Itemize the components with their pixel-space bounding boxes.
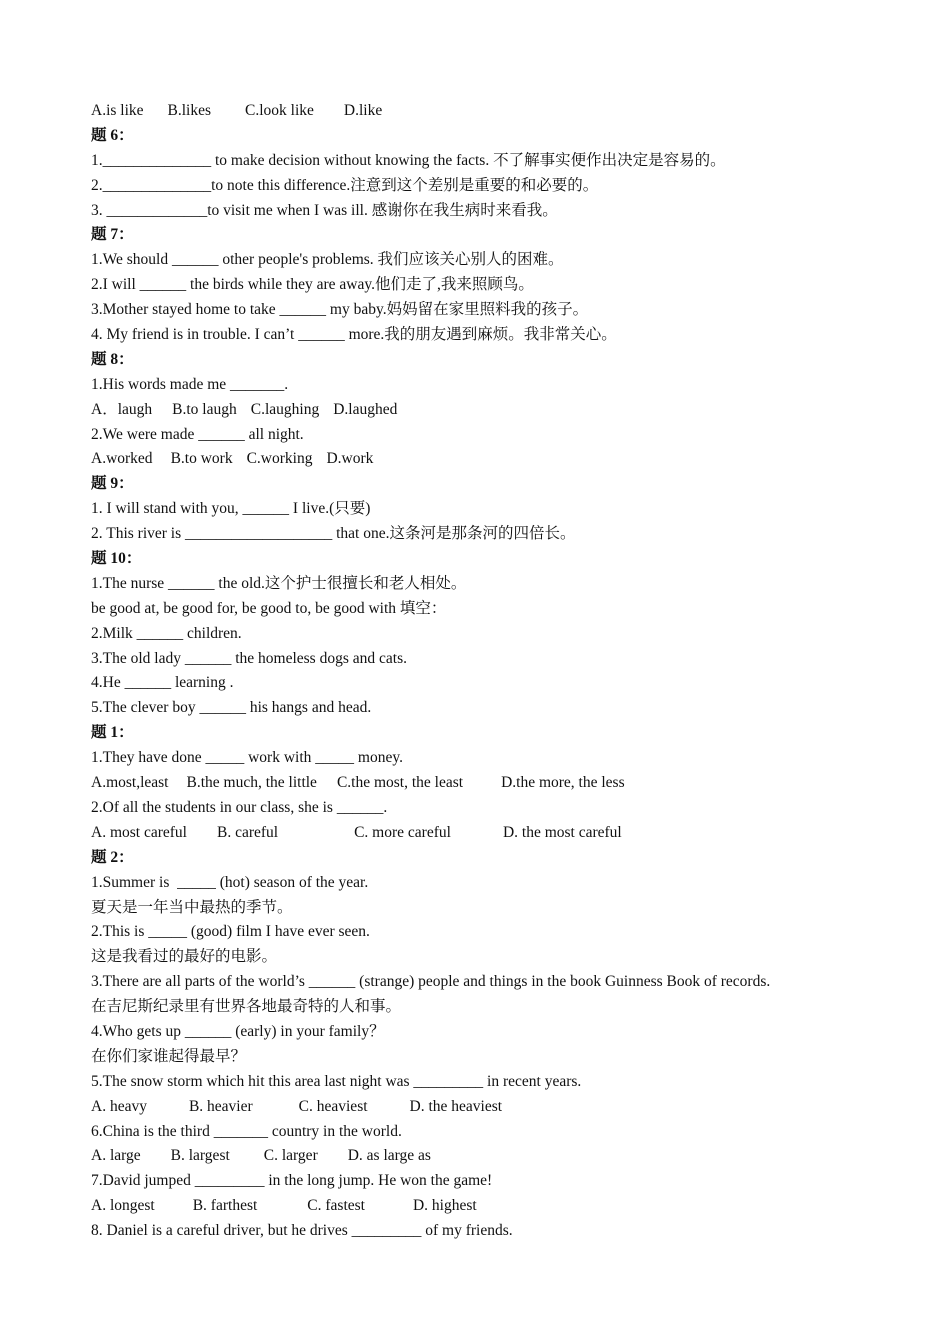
answer-option: B.likes [167, 102, 212, 119]
answer-option: B. farthest [192, 1197, 258, 1215]
answer-option: D.work [326, 450, 374, 468]
answer-option: B.the much, the little [186, 774, 317, 792]
answer-option: B.to laugh [172, 400, 237, 418]
question-line: 3. _____________to visit me when I was ill. 感谢你在我生病时来看我。 [91, 201, 558, 219]
question-line: 1.We should ______ other people's problems. 我们应该关心别人的困难。 [91, 251, 564, 269]
question-line: 2.I will ______ the birds while they are away.他们走了,我来照顾鸟。 [91, 276, 534, 294]
question-line: 1. I will stand with you, ______ I live.(只要) [91, 500, 371, 518]
question-heading: 题 8： [91, 350, 134, 368]
document-body [91, 99, 891, 1244]
answer-option: C. fastest [307, 1197, 365, 1215]
answer-option: B. careful [216, 823, 279, 841]
question-line: 3.There are all parts of the world’s ______ (strange) people and things in the book Guinness Book of records. [91, 973, 771, 991]
answer-option: A.is like [91, 102, 144, 119]
answer-options [91, 821, 891, 846]
answer-option: D. highest [412, 1197, 477, 1215]
question-line: 5.The clever boy ______ his hangs and head. [91, 699, 372, 717]
question-line: 2.This is _____ (good) film I have ever seen. [91, 923, 370, 941]
answer-option: A. most careful [91, 823, 187, 841]
answer-option: C. more careful [354, 823, 451, 841]
question-line: 4.Who gets up ______ (early) in your family？ [91, 1022, 385, 1040]
answer-option: D. the heaviest [409, 1097, 503, 1115]
question-line: 在你们家谁起得最早？ [91, 1047, 247, 1065]
answer-options [91, 1095, 891, 1120]
question-heading: 题 6： [91, 126, 134, 144]
question-line: 4. My friend is in trouble. I can’t ______ more.我的朋友遇到麻烦。我非常关心。 [91, 326, 617, 344]
answer-option: C.working [246, 450, 313, 468]
answer-option: B.to work [170, 450, 233, 468]
answer-option: B. largest [170, 1147, 230, 1165]
answer-option: A．laugh [91, 400, 153, 418]
answer-option: D.the more, the less [501, 774, 625, 792]
question-line: 这是我看过的最好的电影。 [91, 948, 278, 966]
answer-option: C. heaviest [298, 1097, 368, 1115]
question-line: 1.Summer is _____ (hot) season of the year. [91, 873, 369, 891]
question-line: be good at, be good for, be good to, be good with 填空： [91, 599, 447, 617]
question-line: 2. This river is ___________________ that one.这条河是那条河的四倍长。 [91, 525, 576, 543]
answer-option: C. larger [263, 1147, 318, 1165]
answer-options [91, 398, 891, 423]
question-heading: 题 1： [91, 724, 134, 742]
answer-option: C.laughing [250, 400, 320, 418]
question-heading: 题 9： [91, 475, 134, 493]
answer-option: A. large [91, 1147, 141, 1165]
question-heading: 题 7： [91, 226, 134, 244]
question-line: 7.David jumped _________ in the long jump. He won the game! [91, 1172, 493, 1190]
answer-option: A. longest [91, 1197, 155, 1215]
answer-option: D. the most careful [502, 823, 622, 841]
answer-options [91, 1144, 891, 1169]
question-line: 2.______________to note this difference.注意到这个差别是重要的和必要的。 [91, 176, 599, 194]
answer-option: D.like [343, 102, 383, 119]
question-heading: 题 2： [91, 848, 134, 866]
answer-options [91, 447, 891, 472]
question-line: 3.Mother stayed home to take ______ my baby.妈妈留在家里照料我的孩子。 [91, 301, 589, 319]
question-line: 1.______________ to make decision without knowing the facts. 不了解事实便作出决定是容易的。 [91, 151, 726, 169]
answer-option: A. heavy [91, 1097, 147, 1115]
question-line: 夏天是一年当中最热的季节。 [91, 898, 293, 916]
question-line: 2.Of all the students in our class, she is ______. [91, 798, 388, 816]
question-line: 1.The nurse ______ the old.这个护士很擅长和老人相处。 [91, 574, 467, 592]
question-line: 6.China is the third _______ country in the world. [91, 1122, 402, 1140]
answer-option: C.look like [245, 102, 314, 119]
answer-option: D.laughed [333, 400, 398, 418]
answer-option: A.most,least [91, 774, 169, 792]
question-line: 1.His words made me _______. [91, 375, 289, 393]
answer-option: C.the most, the least [336, 774, 464, 792]
answer-option: B. heavier [188, 1097, 253, 1115]
answer-options [91, 1194, 891, 1219]
answer-option: A.worked [91, 450, 153, 468]
question-line: 2.We were made ______ all night. [91, 425, 304, 443]
question-line: 2.Milk ______ children. [91, 624, 242, 642]
question-line: 1.They have done _____ work with _____ money. [91, 749, 403, 767]
question-line: 3.The old lady ______ the homeless dogs and cats. [91, 649, 407, 667]
question-heading: 题 10： [91, 550, 142, 568]
answer-options [91, 771, 891, 796]
question-line: 在吉尼斯纪录里有世界各地最奇特的人和事。 [91, 998, 402, 1016]
question-line: 4.He ______ learning . [91, 674, 234, 692]
question-line: 8. Daniel is a careful driver, but he drives _________ of my friends. [91, 1222, 513, 1240]
answer-options [91, 99, 891, 124]
question-line: 5.The snow storm which hit this area last night was _________ in recent years. [91, 1072, 582, 1090]
answer-option: D. as large as [347, 1147, 431, 1165]
